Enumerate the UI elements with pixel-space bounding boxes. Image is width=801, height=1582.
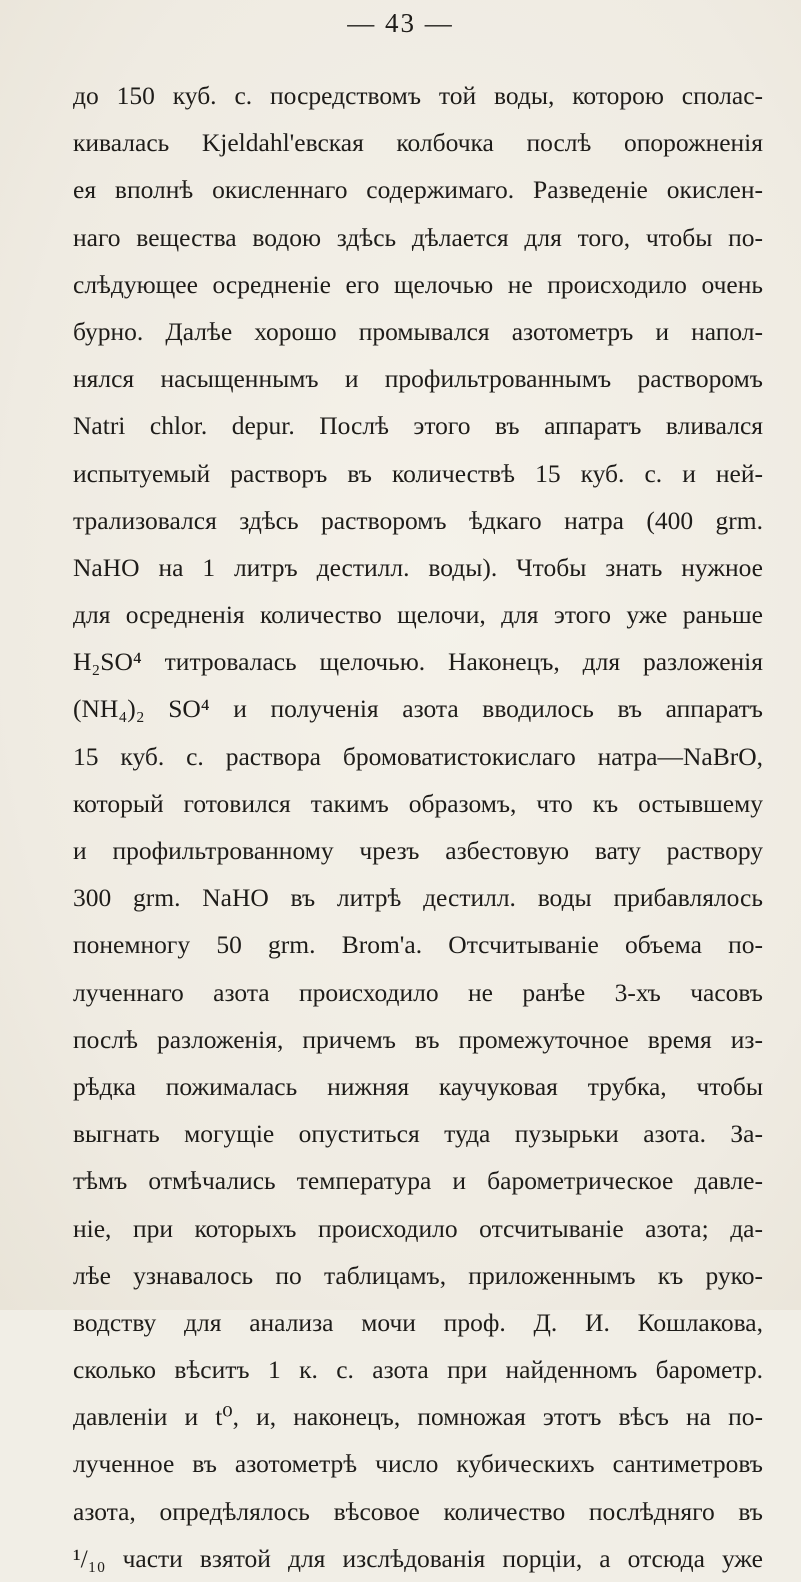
text-line: H₂SO⁴ титровалась щелочью. Наконецъ, для разложенія (73, 647, 763, 677)
text-line: кивалась Kjeldahl'евская колбочка послѣ опорожненія (73, 128, 763, 158)
text-line: нялся насыщеннымъ и профильтрованнымъ растворомъ (73, 364, 763, 394)
text-line: понемногу 50 grm. Brom'а. Отсчитываніе объема по- (73, 930, 763, 960)
text-line: азота, опредѣлялось вѣсовое количество послѣдняго въ (73, 1496, 763, 1526)
text-line: ея вполнѣ окисленнаго содержимаго. Разведеніе окислен- (73, 175, 763, 205)
text-line: бурно. Далѣе хорошо промывался азотометръ и напол- (73, 316, 763, 346)
page-number: — 43 — (347, 8, 454, 38)
text-line: испытуемый растворъ въ количествѣ 15 куб. с. и ней- (73, 458, 763, 488)
text-line: рѣдка пожималась нижняя каучуковая трубка, чтобы (73, 1071, 763, 1101)
body-text (73, 72, 763, 1582)
text-line: 300 grm. NaHO въ литрѣ дестилл. воды прибавлялось (73, 883, 763, 913)
text-line: для осредненія количество щелочи, для этого уже раньше (73, 600, 763, 630)
text-line: наго вещества водою здѣсь дѣлается для того, чтобы по- (73, 222, 763, 252)
text-line: 15 куб. с. раствора бромоватистокислаго натра—NaBrO, (73, 741, 763, 771)
text-line: лученное въ азотометрѣ число кубическихъ сантиметровъ (73, 1449, 763, 1479)
text-line: слѣдующее осредненіе его щелочью не происходило очень (73, 269, 763, 299)
text-line: водству для анализа мочи проф. Д. И. Кошлакова, (73, 1307, 763, 1337)
text-line: NaHO на 1 литръ дестилл. воды). Чтобы знать нужное (73, 552, 763, 582)
text-line: Natri chlor. depur. Послѣ этого въ аппаратъ вливался (73, 411, 763, 441)
text-line: послѣ разложенія, причемъ въ промежуточное время из- (73, 1024, 763, 1054)
text-line: давленіи и t⁰, и, наконецъ, помножая этотъ вѣсъ на по- (73, 1402, 763, 1432)
text-line: ніе, при которыхъ происходило отсчитываніе азота; да- (73, 1213, 763, 1243)
text-line: тѣмъ отмѣчались температура и барометрическое давле- (73, 1166, 763, 1196)
text-line: ¹/₁₀ части взятой для изслѣдованія порціи, а отсюда уже (73, 1543, 763, 1573)
text-line: выгнать могущіе опуститься туда пузырьки азота. За- (73, 1119, 763, 1149)
text-line: лѣе узнавалось по таблицамъ, приложеннымъ къ руко- (73, 1260, 763, 1290)
text-line: и профильтрованному чрезъ азбестовую вату раствору (73, 836, 763, 865)
text-line: (NH₄)₂ SO⁴ и полученія азота вводилось въ аппаратъ (73, 694, 763, 724)
text-line: лученнаго азота происходило не ранѣе 3-хъ часовъ (73, 977, 763, 1007)
text-line: который готовился такимъ образомъ, что къ остывшему (73, 788, 763, 818)
text-line: трализовался здѣсь растворомъ ѣдкаго натра (400 grm. (73, 505, 763, 535)
text-line: сколько вѣситъ 1 к. с. азота при найденномъ барометр. (73, 1355, 763, 1385)
text-line: до 150 куб. с. посредствомъ той воды, которою сполас- (73, 81, 763, 110)
